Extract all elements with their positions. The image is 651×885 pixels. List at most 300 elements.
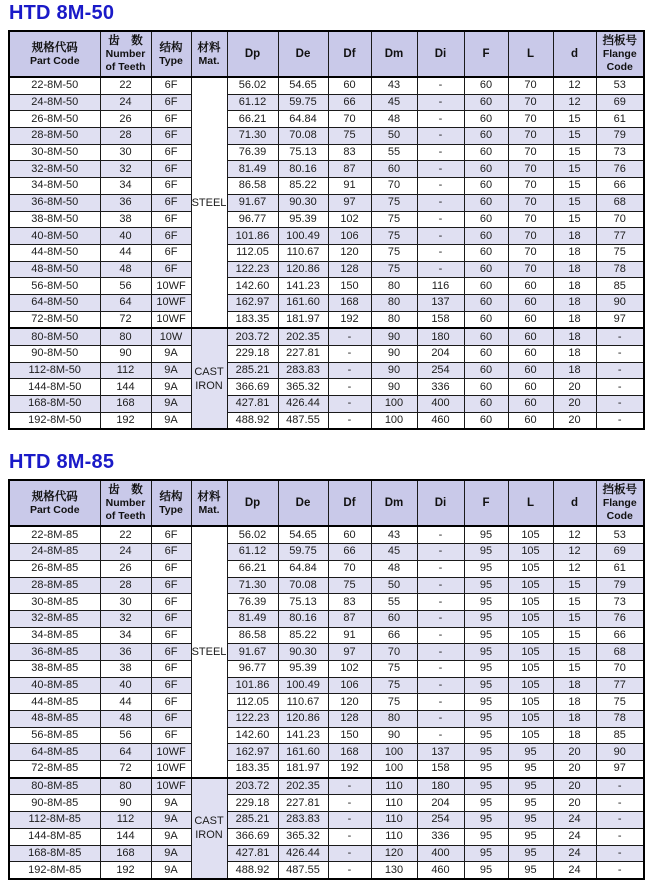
cell-d: 15 [553, 144, 596, 161]
cell-flange-code: - [596, 828, 644, 845]
cell-di: - [417, 128, 464, 145]
cell-dp: 71.30 [227, 128, 278, 145]
cell-de: 100.49 [278, 677, 328, 694]
cell-di: - [417, 228, 464, 245]
table-row [9, 845, 644, 862]
cell-de: 181.97 [278, 761, 328, 778]
cell-dp: 162.97 [227, 744, 278, 761]
cell-f: 95 [464, 828, 508, 845]
cell-teeth: 44 [100, 244, 151, 261]
cell-type: 10WF [151, 278, 191, 295]
cell-dm: 75 [371, 694, 417, 711]
cell-df: 91 [328, 178, 371, 195]
cell-part-code: 64-8M-85 [9, 744, 100, 761]
cell-df: 66 [328, 544, 371, 561]
cell-f: 95 [464, 812, 508, 829]
cell-teeth: 26 [100, 111, 151, 128]
cell-f: 60 [464, 161, 508, 178]
cell-teeth: 36 [100, 194, 151, 211]
cell-dp: 101.86 [227, 677, 278, 694]
table-row [9, 396, 644, 413]
cell-dp: 142.60 [227, 727, 278, 744]
cell-df: - [328, 795, 371, 812]
column-header-df: Df [328, 480, 371, 526]
cell-dp: 56.02 [227, 77, 278, 94]
cell-di: - [417, 694, 464, 711]
cell-flange-code: 97 [596, 311, 644, 328]
cell-dp: 76.39 [227, 594, 278, 611]
cell-flange-code: 53 [596, 77, 644, 94]
cell-d: 15 [553, 211, 596, 228]
cell-l: 60 [508, 278, 553, 295]
cell-dp: 76.39 [227, 144, 278, 161]
cell-dm: 75 [371, 211, 417, 228]
cell-de: 161.60 [278, 294, 328, 311]
cell-part-code: 28-8M-50 [9, 128, 100, 145]
cell-dm: 100 [371, 744, 417, 761]
cell-df: 60 [328, 77, 371, 94]
cell-df: 168 [328, 294, 371, 311]
table-row [9, 778, 644, 795]
cell-dp: 122.23 [227, 711, 278, 728]
cell-f: 60 [464, 412, 508, 429]
cell-part-code: 40-8M-85 [9, 677, 100, 694]
cell-type: 10WF [151, 761, 191, 778]
table-row [9, 862, 644, 879]
cell-flange-code: - [596, 379, 644, 396]
column-header-mat: 材料 Mat. [191, 31, 227, 77]
cell-d: 15 [553, 128, 596, 145]
cell-dp: 229.18 [227, 795, 278, 812]
cell-de: 59.75 [278, 94, 328, 111]
cell-f: 95 [464, 526, 508, 543]
cell-dm: 90 [371, 727, 417, 744]
cell-flange-code: - [596, 812, 644, 829]
cell-df: 150 [328, 278, 371, 295]
cell-flange-code: - [596, 328, 644, 345]
table-row [9, 644, 644, 661]
cell-d: 18 [553, 261, 596, 278]
cell-dp: 61.12 [227, 94, 278, 111]
table-row [9, 144, 644, 161]
cell-teeth: 64 [100, 744, 151, 761]
cell-d: 18 [553, 727, 596, 744]
cell-part-code: 22-8M-50 [9, 77, 100, 94]
cell-f: 60 [464, 311, 508, 328]
header-row [9, 480, 644, 526]
cell-df: 192 [328, 761, 371, 778]
cell-flange-code: 61 [596, 111, 644, 128]
cell-de: 85.22 [278, 178, 328, 195]
cell-di: - [417, 610, 464, 627]
cell-teeth: 64 [100, 294, 151, 311]
cell-d: 20 [553, 761, 596, 778]
table-row [9, 244, 644, 261]
column-header-flange: 挡板号 Flange Code [596, 31, 644, 77]
cell-part-code: 144-8M-85 [9, 828, 100, 845]
cell-l: 105 [508, 526, 553, 543]
cell-dm: 90 [371, 328, 417, 345]
cell-l: 95 [508, 862, 553, 879]
cell-teeth: 28 [100, 128, 151, 145]
cell-type: 6F [151, 77, 191, 94]
table-row [9, 211, 644, 228]
cell-part-code: 48-8M-85 [9, 711, 100, 728]
cell-part-code: 112-8M-50 [9, 362, 100, 379]
cell-l: 105 [508, 610, 553, 627]
cell-f: 60 [464, 77, 508, 94]
cell-dm: 100 [371, 412, 417, 429]
cell-d: 20 [553, 379, 596, 396]
cell-di: - [417, 111, 464, 128]
cell-d: 15 [553, 111, 596, 128]
cell-f: 60 [464, 94, 508, 111]
cell-di: 254 [417, 812, 464, 829]
table-row [9, 311, 644, 328]
cell-teeth: 32 [100, 161, 151, 178]
cell-di: - [417, 594, 464, 611]
cell-part-code: 56-8M-85 [9, 727, 100, 744]
cell-flange-code: 75 [596, 244, 644, 261]
cell-part-code: 56-8M-50 [9, 278, 100, 295]
cell-dp: 91.67 [227, 194, 278, 211]
cell-teeth: 192 [100, 862, 151, 879]
cell-teeth: 32 [100, 610, 151, 627]
cell-l: 70 [508, 228, 553, 245]
cell-teeth: 38 [100, 211, 151, 228]
column-header-l: L [508, 480, 553, 526]
cell-d: 18 [553, 278, 596, 295]
cell-de: 70.08 [278, 577, 328, 594]
table-row [9, 660, 644, 677]
cell-dp: 96.77 [227, 211, 278, 228]
cell-di: - [417, 94, 464, 111]
cell-l: 95 [508, 845, 553, 862]
cell-dp: 66.21 [227, 111, 278, 128]
cell-part-code: 32-8M-85 [9, 610, 100, 627]
table-title-htd-8m-85: HTD 8M-85 [9, 451, 115, 474]
cell-flange-code: 77 [596, 228, 644, 245]
cell-type: 9A [151, 828, 191, 845]
cell-d: 24 [553, 812, 596, 829]
cell-l: 95 [508, 795, 553, 812]
cell-part-code: 38-8M-50 [9, 211, 100, 228]
cell-df: 75 [328, 577, 371, 594]
cell-part-code: 44-8M-50 [9, 244, 100, 261]
cell-d: 15 [553, 610, 596, 627]
cell-dp: 101.86 [227, 228, 278, 245]
cell-dp: 71.30 [227, 577, 278, 594]
cell-l: 70 [508, 211, 553, 228]
cell-type: 6F [151, 627, 191, 644]
cell-di: - [417, 727, 464, 744]
cell-teeth: 30 [100, 144, 151, 161]
cell-d: 15 [553, 194, 596, 211]
table-row [9, 161, 644, 178]
table-row [9, 594, 644, 611]
cell-type: 6F [151, 526, 191, 543]
cell-f: 95 [464, 660, 508, 677]
table-row [9, 526, 644, 543]
cell-teeth: 24 [100, 544, 151, 561]
cell-flange-code: 76 [596, 161, 644, 178]
cell-dp: 96.77 [227, 660, 278, 677]
cell-d: 18 [553, 328, 596, 345]
cell-l: 105 [508, 711, 553, 728]
cell-dm: 80 [371, 278, 417, 295]
cell-l: 105 [508, 727, 553, 744]
cell-type: 9A [151, 795, 191, 812]
column-header-dm: Dm [371, 31, 417, 77]
cell-d: 15 [553, 161, 596, 178]
cell-flange-code: 78 [596, 711, 644, 728]
cell-teeth: 40 [100, 677, 151, 694]
cell-dm: 43 [371, 526, 417, 543]
column-header-type: 结构 Type [151, 31, 191, 77]
cell-teeth: 30 [100, 594, 151, 611]
cell-df: - [328, 328, 371, 345]
cell-dm: 75 [371, 660, 417, 677]
cell-l: 105 [508, 660, 553, 677]
cell-dm: 110 [371, 795, 417, 812]
cell-dm: 75 [371, 261, 417, 278]
cell-dm: 90 [371, 379, 417, 396]
table-body [9, 526, 644, 878]
column-header-dm: Dm [371, 480, 417, 526]
column-header-df: Df [328, 31, 371, 77]
cell-flange-code: 68 [596, 194, 644, 211]
cell-type: 9A [151, 379, 191, 396]
cell-di: - [417, 627, 464, 644]
table-row [9, 111, 644, 128]
column-header-d: d [553, 480, 596, 526]
cell-f: 60 [464, 194, 508, 211]
table-row [9, 346, 644, 363]
column-header-de: De [278, 480, 328, 526]
cell-f: 60 [464, 144, 508, 161]
table-row [9, 362, 644, 379]
cell-type: 6F [151, 660, 191, 677]
column-header-teeth: 齿 数 Number of Teeth [100, 480, 151, 526]
cell-df: - [328, 862, 371, 879]
cell-dp: 86.58 [227, 178, 278, 195]
cell-dm: 60 [371, 161, 417, 178]
cell-d: 15 [553, 660, 596, 677]
cell-dp: 285.21 [227, 812, 278, 829]
cell-teeth: 112 [100, 812, 151, 829]
column-header-type: 结构 Type [151, 480, 191, 526]
cell-d: 20 [553, 744, 596, 761]
table-row [9, 828, 644, 845]
cell-part-code: 38-8M-85 [9, 660, 100, 677]
cell-f: 95 [464, 778, 508, 795]
cell-part-code: 30-8M-50 [9, 144, 100, 161]
cell-dm: 66 [371, 627, 417, 644]
cell-de: 70.08 [278, 128, 328, 145]
column-header-di: Di [417, 480, 464, 526]
cell-d: 18 [553, 228, 596, 245]
table-row [9, 278, 644, 295]
cell-d: 15 [553, 594, 596, 611]
cell-dp: 427.81 [227, 845, 278, 862]
cell-l: 70 [508, 94, 553, 111]
cell-type: 6F [151, 128, 191, 145]
cell-part-code: 24-8M-50 [9, 94, 100, 111]
cell-f: 60 [464, 211, 508, 228]
cell-dm: 100 [371, 761, 417, 778]
cell-dp: 61.12 [227, 544, 278, 561]
cell-dp: 142.60 [227, 278, 278, 295]
cell-part-code: 26-8M-50 [9, 111, 100, 128]
cell-df: - [328, 828, 371, 845]
cell-di: - [417, 161, 464, 178]
table-row [9, 294, 644, 311]
cell-f: 60 [464, 278, 508, 295]
cell-di: 137 [417, 744, 464, 761]
table-row [9, 77, 644, 94]
cell-df: 128 [328, 711, 371, 728]
cell-f: 95 [464, 627, 508, 644]
cell-part-code: 36-8M-85 [9, 644, 100, 661]
cell-df: 70 [328, 111, 371, 128]
cell-d: 18 [553, 294, 596, 311]
table-section-htd-8m-50 [8, 1, 643, 430]
cell-flange-code: 90 [596, 294, 644, 311]
cell-type: 6F [151, 560, 191, 577]
cell-dm: 48 [371, 560, 417, 577]
cell-de: 95.39 [278, 660, 328, 677]
cell-de: 120.86 [278, 261, 328, 278]
cell-type: 10W [151, 328, 191, 345]
cell-d: 15 [553, 178, 596, 195]
cell-l: 60 [508, 396, 553, 413]
cell-flange-code: 70 [596, 660, 644, 677]
cell-di: - [417, 644, 464, 661]
cell-dm: 50 [371, 128, 417, 145]
cell-dm: 90 [371, 346, 417, 363]
cell-teeth: 144 [100, 828, 151, 845]
cell-teeth: 22 [100, 77, 151, 94]
table-row [9, 795, 644, 812]
cell-type: 6F [151, 694, 191, 711]
table-row [9, 627, 644, 644]
spec-table-htd-8m-85 [8, 479, 645, 879]
cell-dp: 488.92 [227, 862, 278, 879]
table-row [9, 744, 644, 761]
cell-df: 128 [328, 261, 371, 278]
cell-l: 70 [508, 178, 553, 195]
cell-part-code: 192-8M-50 [9, 412, 100, 429]
cell-di: - [417, 526, 464, 543]
cell-f: 60 [464, 328, 508, 345]
cell-l: 70 [508, 161, 553, 178]
cell-part-code: 112-8M-85 [9, 812, 100, 829]
cell-type: 6F [151, 677, 191, 694]
cell-l: 70 [508, 261, 553, 278]
cell-l: 105 [508, 644, 553, 661]
cell-part-code: 36-8M-50 [9, 194, 100, 211]
cell-type: 6F [151, 178, 191, 195]
cell-type: 6F [151, 644, 191, 661]
cell-di: - [417, 211, 464, 228]
cell-de: 365.32 [278, 828, 328, 845]
material-cell: CAST IRON [191, 778, 227, 879]
cell-dm: 110 [371, 828, 417, 845]
cell-df: 75 [328, 128, 371, 145]
cell-di: - [417, 577, 464, 594]
cell-de: 80.16 [278, 161, 328, 178]
cell-part-code: 168-8M-50 [9, 396, 100, 413]
cell-dp: 86.58 [227, 627, 278, 644]
cell-d: 24 [553, 845, 596, 862]
cell-l: 60 [508, 294, 553, 311]
cell-teeth: 34 [100, 178, 151, 195]
cell-d: 12 [553, 77, 596, 94]
cell-d: 24 [553, 828, 596, 845]
cell-de: 54.65 [278, 526, 328, 543]
cell-dm: 70 [371, 644, 417, 661]
cell-de: 487.55 [278, 862, 328, 879]
cell-flange-code: - [596, 396, 644, 413]
cell-df: - [328, 412, 371, 429]
column-header-d: d [553, 31, 596, 77]
cell-flange-code: 73 [596, 144, 644, 161]
cell-df: 102 [328, 211, 371, 228]
cell-de: 95.39 [278, 211, 328, 228]
cell-f: 95 [464, 744, 508, 761]
cell-type: 10WF [151, 311, 191, 328]
cell-teeth: 80 [100, 328, 151, 345]
table-row [9, 761, 644, 778]
cell-de: 75.13 [278, 144, 328, 161]
cell-de: 202.35 [278, 328, 328, 345]
cell-teeth: 56 [100, 727, 151, 744]
cell-df: - [328, 396, 371, 413]
cell-d: 24 [553, 862, 596, 879]
cell-type: 6F [151, 244, 191, 261]
cell-di: 204 [417, 795, 464, 812]
cell-de: 141.23 [278, 278, 328, 295]
cell-de: 426.44 [278, 845, 328, 862]
cell-dm: 110 [371, 778, 417, 795]
cell-di: - [417, 544, 464, 561]
cell-de: 54.65 [278, 77, 328, 94]
cell-l: 60 [508, 346, 553, 363]
cell-d: 12 [553, 94, 596, 111]
cell-df: 192 [328, 311, 371, 328]
cell-d: 18 [553, 244, 596, 261]
cell-f: 95 [464, 544, 508, 561]
cell-teeth: 90 [100, 346, 151, 363]
cell-f: 60 [464, 379, 508, 396]
cell-l: 95 [508, 778, 553, 795]
cell-dm: 75 [371, 677, 417, 694]
cell-f: 95 [464, 677, 508, 694]
cell-f: 95 [464, 644, 508, 661]
table-row [9, 727, 644, 744]
cell-type: 6F [151, 261, 191, 278]
cell-d: 12 [553, 544, 596, 561]
column-header-dp: Dp [227, 31, 278, 77]
cell-l: 105 [508, 544, 553, 561]
cell-dp: 81.49 [227, 161, 278, 178]
cell-flange-code: 73 [596, 594, 644, 611]
cell-df: - [328, 845, 371, 862]
cell-df: 120 [328, 694, 371, 711]
cell-type: 10WF [151, 778, 191, 795]
column-header-f: F [464, 480, 508, 526]
cell-d: 20 [553, 412, 596, 429]
